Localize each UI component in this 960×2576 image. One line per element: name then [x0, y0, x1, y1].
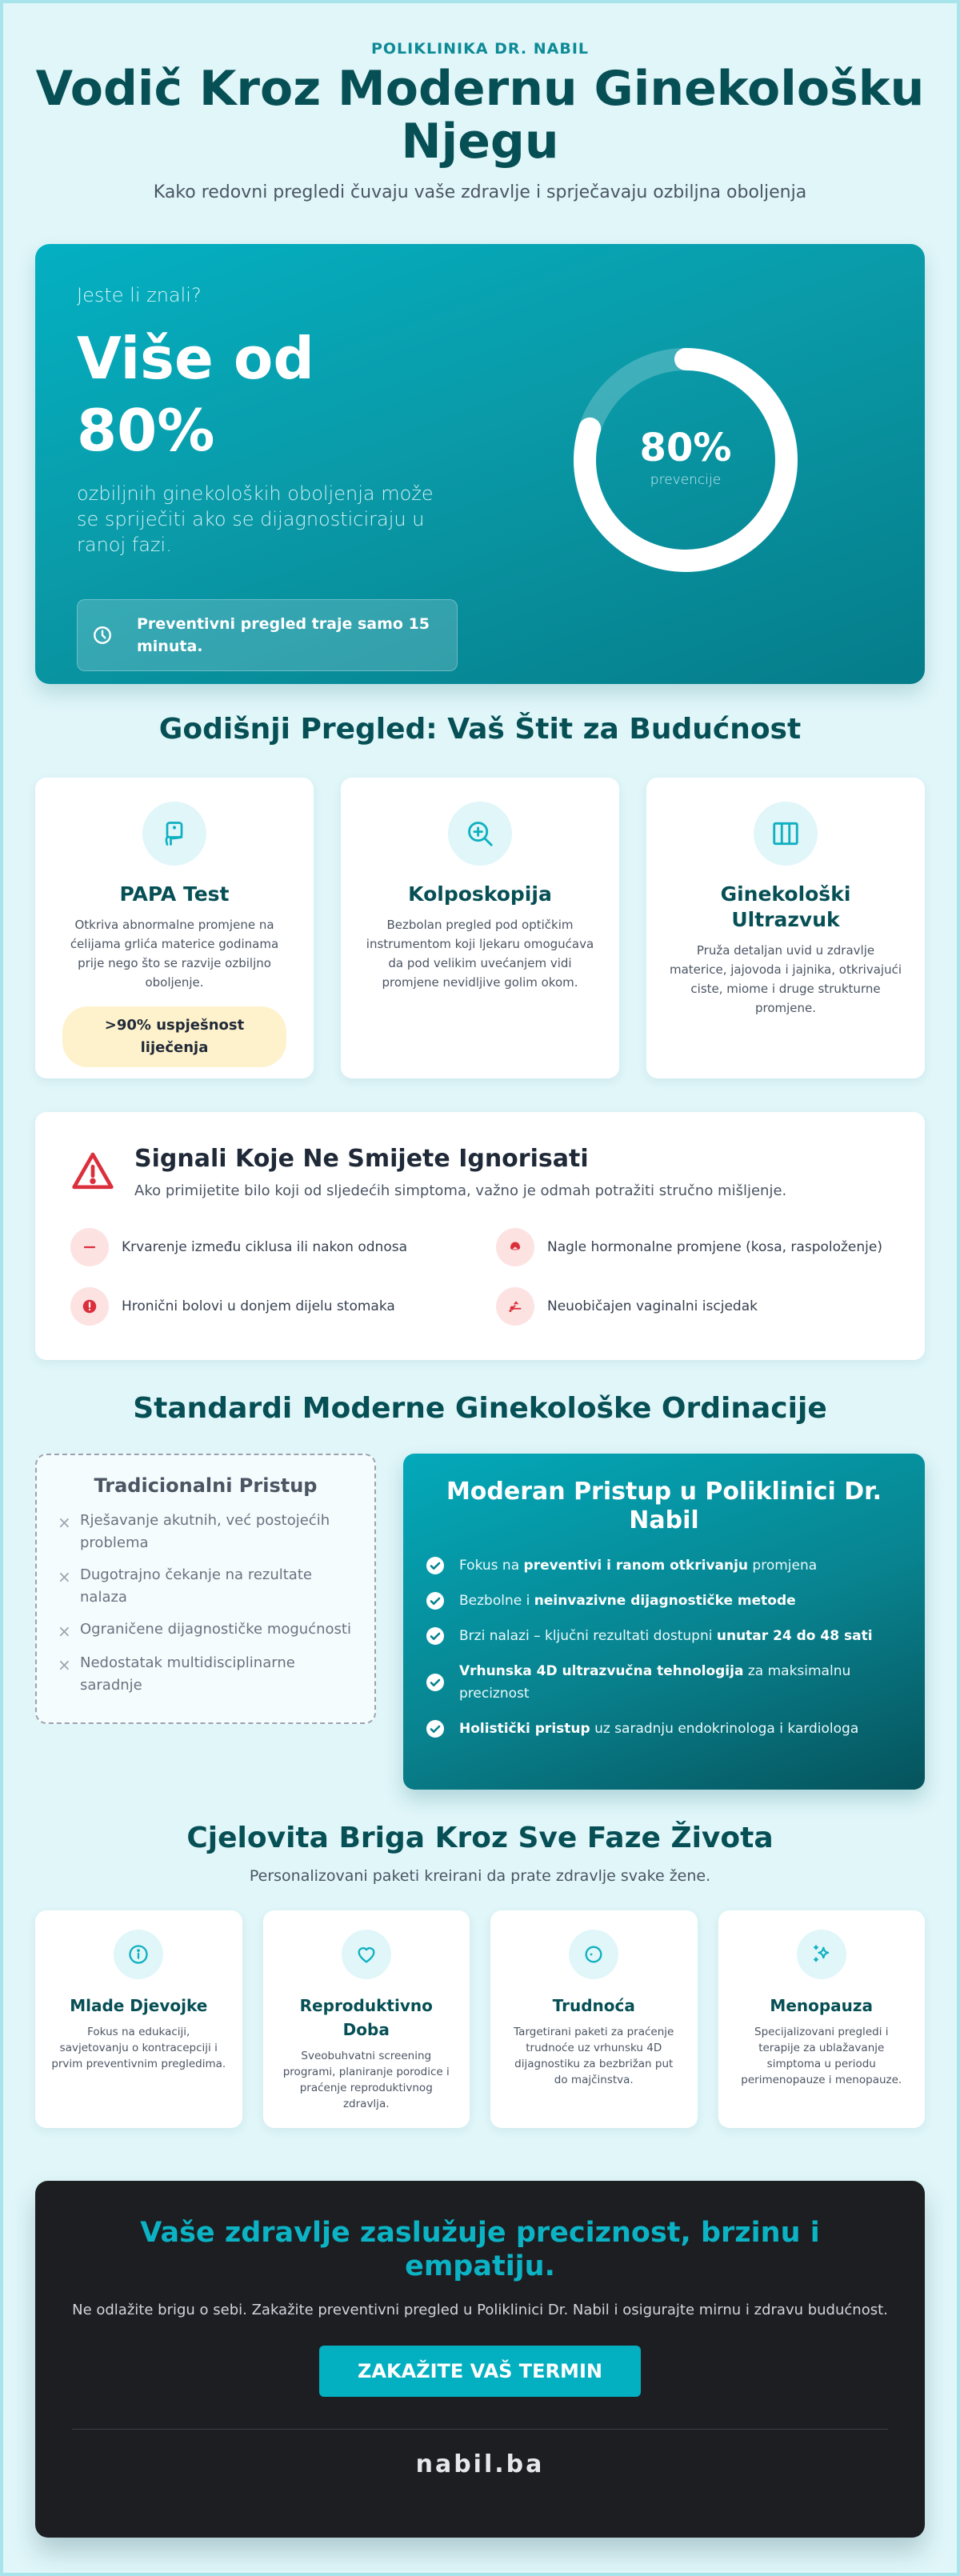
zoom-in-icon: [465, 818, 495, 849]
website-link[interactable]: nabil.ba: [415, 2450, 545, 2478]
modern-item-text: Vrhunska 4D ultrazvučna tehnologija za maksimalnu preciznost: [459, 1663, 851, 1702]
stage-card-menopause: [718, 1910, 926, 2128]
modern-item-text: Bezbolne i neinvazivne dijagnostičke metode: [459, 1593, 796, 1609]
hero-stat-card: [35, 244, 925, 684]
success-rate-badge: >90% uspješnost liječenja: [62, 1006, 286, 1067]
ring-value: 80%: [639, 426, 732, 470]
modern-item-text: Brzi nalazi – ključni rezultati dostupni unutar 24 do 48 sati: [459, 1628, 873, 1644]
modern-item: [426, 1660, 902, 1705]
x-icon: ×: [58, 1622, 71, 1641]
info-icon: [127, 1943, 150, 1966]
modern-item-text: Fokus na preventivi i ranom otkrivanju promjena: [459, 1558, 818, 1574]
traditional-item: [58, 1564, 354, 1609]
warning-text: Neuobičajen vaginalni iscjedak: [547, 1298, 758, 1314]
page-header: [35, 40, 925, 202]
icon-badge: [114, 1930, 163, 1979]
x-icon: ×: [58, 1655, 71, 1674]
hero-description: ozbiljnih ginekoloških oboljenja može se spriječiti ako se dijagnosticiraju u ranoj fazi.: [77, 482, 434, 556]
services-section-title: Godišnji Pregled: Vaš Štit za Budućnost: [158, 713, 802, 746]
check-circle-icon: [426, 1591, 445, 1610]
minus-icon: [82, 1239, 98, 1255]
modern-title: Moderan Pristup u Poliklinici Dr. Nabil: [446, 1478, 882, 1534]
stage-card-young: [35, 1910, 242, 2128]
book-appointment-button[interactable]: ZAKAŽITE VAŠ TERMIN: [319, 2346, 641, 2397]
modern-item: [426, 1625, 902, 1647]
traditional-item: [58, 1652, 354, 1697]
warning-title: Signali Koje Ne Smijete Ignorisati: [134, 1145, 589, 1173]
brand-name: POLIKLINIKA DR. NABIL: [370, 40, 590, 58]
warning-item: [70, 1228, 464, 1266]
modern-item-text: Holistički pristup uz saradnju endokrinologa i kardiologa: [459, 1721, 859, 1737]
stages-section-title: Cjelovita Briga Kroz Sve Faze Života: [186, 1822, 774, 1854]
warning-subtitle: Ako primijetite bilo koji od sljedećih simptoma, važno je odmah potražiti stručno mišljenje.: [134, 1182, 787, 1199]
stage-card-reproductive: [263, 1910, 470, 2128]
ring-center: [567, 342, 804, 578]
icon-badge: [142, 802, 206, 866]
modern-item: [426, 1590, 902, 1612]
circle-dot-icon: [582, 1943, 605, 1966]
service-name: Ginekološki Ultrazvuk: [720, 882, 851, 931]
hero-note-text: Preventivni pregled traje samo 15 minuta.: [137, 615, 430, 655]
x-icon: ×: [58, 1513, 71, 1532]
stage-name: Trudnoća: [552, 1996, 635, 2015]
stages-subtitle: Personalizovani paketi kreirani da prate zdravlje svake žene.: [249, 1867, 711, 1885]
hero-headline-line1: Više od: [77, 325, 314, 392]
heart-icon: [355, 1943, 378, 1966]
traditional-item-text: Dugotrajno čekanje na rezultate nalaza: [80, 1566, 312, 1606]
service-card-papa: [35, 778, 314, 1078]
warning-item: [496, 1228, 890, 1266]
stage-description: Fokus na edukaciji, savjetovanju o kontracepciji i prvim preventivnim pregledima.: [51, 2026, 226, 2070]
traditional-list: [58, 1510, 354, 1697]
warning-text: Nagle hormonalne promjene (kosa, raspoloženje): [547, 1239, 882, 1255]
traditional-item-text: Rješavanje akutnih, već postojećih problema: [80, 1512, 330, 1551]
stage-description: Sveobuhvatni screening programi, planiranje porodice i praćenje reproduktivnog zdravlja.: [282, 2050, 450, 2110]
modern-list: [426, 1554, 902, 1740]
comparison: [35, 1454, 925, 1790]
traditional-approach-card: [35, 1454, 376, 1724]
check-circle-icon: [426, 1626, 445, 1646]
discharge-icon: [506, 1298, 524, 1315]
sparkles-icon: [810, 1943, 833, 1966]
icon-badge: [496, 1287, 534, 1326]
icon-badge: [448, 802, 512, 866]
icon-badge: [569, 1930, 618, 1979]
modern-item: [426, 1554, 902, 1577]
hero-headline-line2: 80%: [77, 397, 215, 464]
columns-icon: [770, 818, 801, 849]
traditional-item: [58, 1510, 354, 1554]
cta-divider: [72, 2429, 888, 2430]
stage-name: Mlade Djevojke: [70, 1996, 208, 2015]
service-description: Otkriva abnormalne promjene na ćelijama grlića materice godinama prije nego što se razvije ozbiljno oboljenje.: [70, 918, 279, 990]
services-grid: [35, 778, 925, 1078]
service-card-ultrazvuk: [646, 778, 925, 1078]
traditional-item-text: Nedostatak multidisciplinarne saradnje: [80, 1654, 295, 1694]
warning-header: [70, 1144, 890, 1199]
service-card-kolposkopija: [341, 778, 619, 1078]
traditional-item: [58, 1618, 354, 1642]
warning-triangle-icon: [70, 1149, 115, 1194]
check-circle-icon: [426, 1556, 445, 1575]
hand-icon: [160, 819, 189, 848]
hero-duration-note: [77, 599, 458, 671]
stage-card-pregnancy: [490, 1910, 698, 2128]
infographic-page: [3, 3, 957, 2573]
icon-badge: [496, 1228, 534, 1266]
warning-item: [496, 1287, 890, 1326]
icon-badge: [342, 1930, 391, 1979]
modern-item: [426, 1718, 902, 1740]
modern-approach-card: [403, 1454, 925, 1790]
hero-text: [77, 284, 453, 671]
stage-name: Menopauza: [770, 1996, 874, 2015]
life-stages-grid: [35, 1910, 925, 2128]
stage-description: Targetirani paketi za praćenje trudnoće uz vrhunsku 4D dijagnostiku za bezbrižan put do majčinstva.: [514, 2026, 674, 2086]
icon-badge: [70, 1228, 109, 1266]
page-subtitle: Kako redovni pregledi čuvaju vaše zdravlje i sprječavaju ozbiljna oboljenja: [153, 182, 807, 202]
traditional-item-text: Ograničene dijagnostičke mogućnosti: [80, 1621, 351, 1638]
ring-caption: prevencije: [650, 472, 722, 488]
icon-badge: [70, 1287, 109, 1326]
service-description: Pruža detaljan uvid u zdravlje materice, jajovoda i jajnika, otkrivajući ciste, miome i druge strukturne promjene.: [669, 943, 902, 1015]
service-description: Bezbolan pregled pod optičkim instrumentom koji ljekaru omogućava da pod velikim uvećanjem vidi promjene nevidljive golim okom.: [366, 918, 594, 990]
cta-title: Vaše zdravlje zaslužuje preciznost, brzinu i empatiju.: [140, 2217, 820, 2282]
stage-name: Reproduktivno Doba: [299, 1996, 433, 2039]
warning-item: [70, 1287, 464, 1326]
alert-circle-icon: [81, 1298, 98, 1315]
check-circle-icon: [426, 1719, 445, 1738]
cta-card: [35, 2181, 925, 2538]
warning-list: [70, 1228, 890, 1326]
icon-badge: [754, 802, 818, 866]
hero-headline: [77, 322, 453, 466]
hero-kicker: Jeste li znali?: [77, 284, 202, 306]
traditional-title: Tradicionalni Pristup: [94, 1474, 318, 1497]
prevention-ring-chart: [567, 342, 804, 578]
service-name: PAPA Test: [119, 882, 230, 906]
hormone-icon: [507, 1239, 523, 1255]
warning-text: Krvarenje između ciklusa ili nakon odnosa: [122, 1239, 407, 1255]
x-icon: ×: [58, 1567, 71, 1586]
service-name: Kolposkopija: [408, 882, 552, 906]
compare-section-title: Standardi Moderne Ginekološke Ordinacije: [133, 1392, 827, 1425]
stage-description: Specijalizovani pregledi i terapije za ublažavanje simptoma u periodu perimenopauze i menopauze.: [741, 2026, 902, 2086]
check-circle-icon: [426, 1673, 445, 1692]
page-title: Vodič Kroz Modernu Ginekološku Njegu: [35, 61, 925, 170]
warning-signs-card: [35, 1112, 925, 1360]
clock-icon: [92, 625, 113, 646]
warning-text: Hronični bolovi u donjem dijelu stomaka: [122, 1298, 395, 1314]
cta-description: Ne odlažite brigu o sebi. Zakažite preventivni pregled u Poliklinici Dr. Nabil i osigurajte mirnu i zdravu budućnost.: [72, 2302, 888, 2318]
icon-badge: [797, 1930, 846, 1979]
